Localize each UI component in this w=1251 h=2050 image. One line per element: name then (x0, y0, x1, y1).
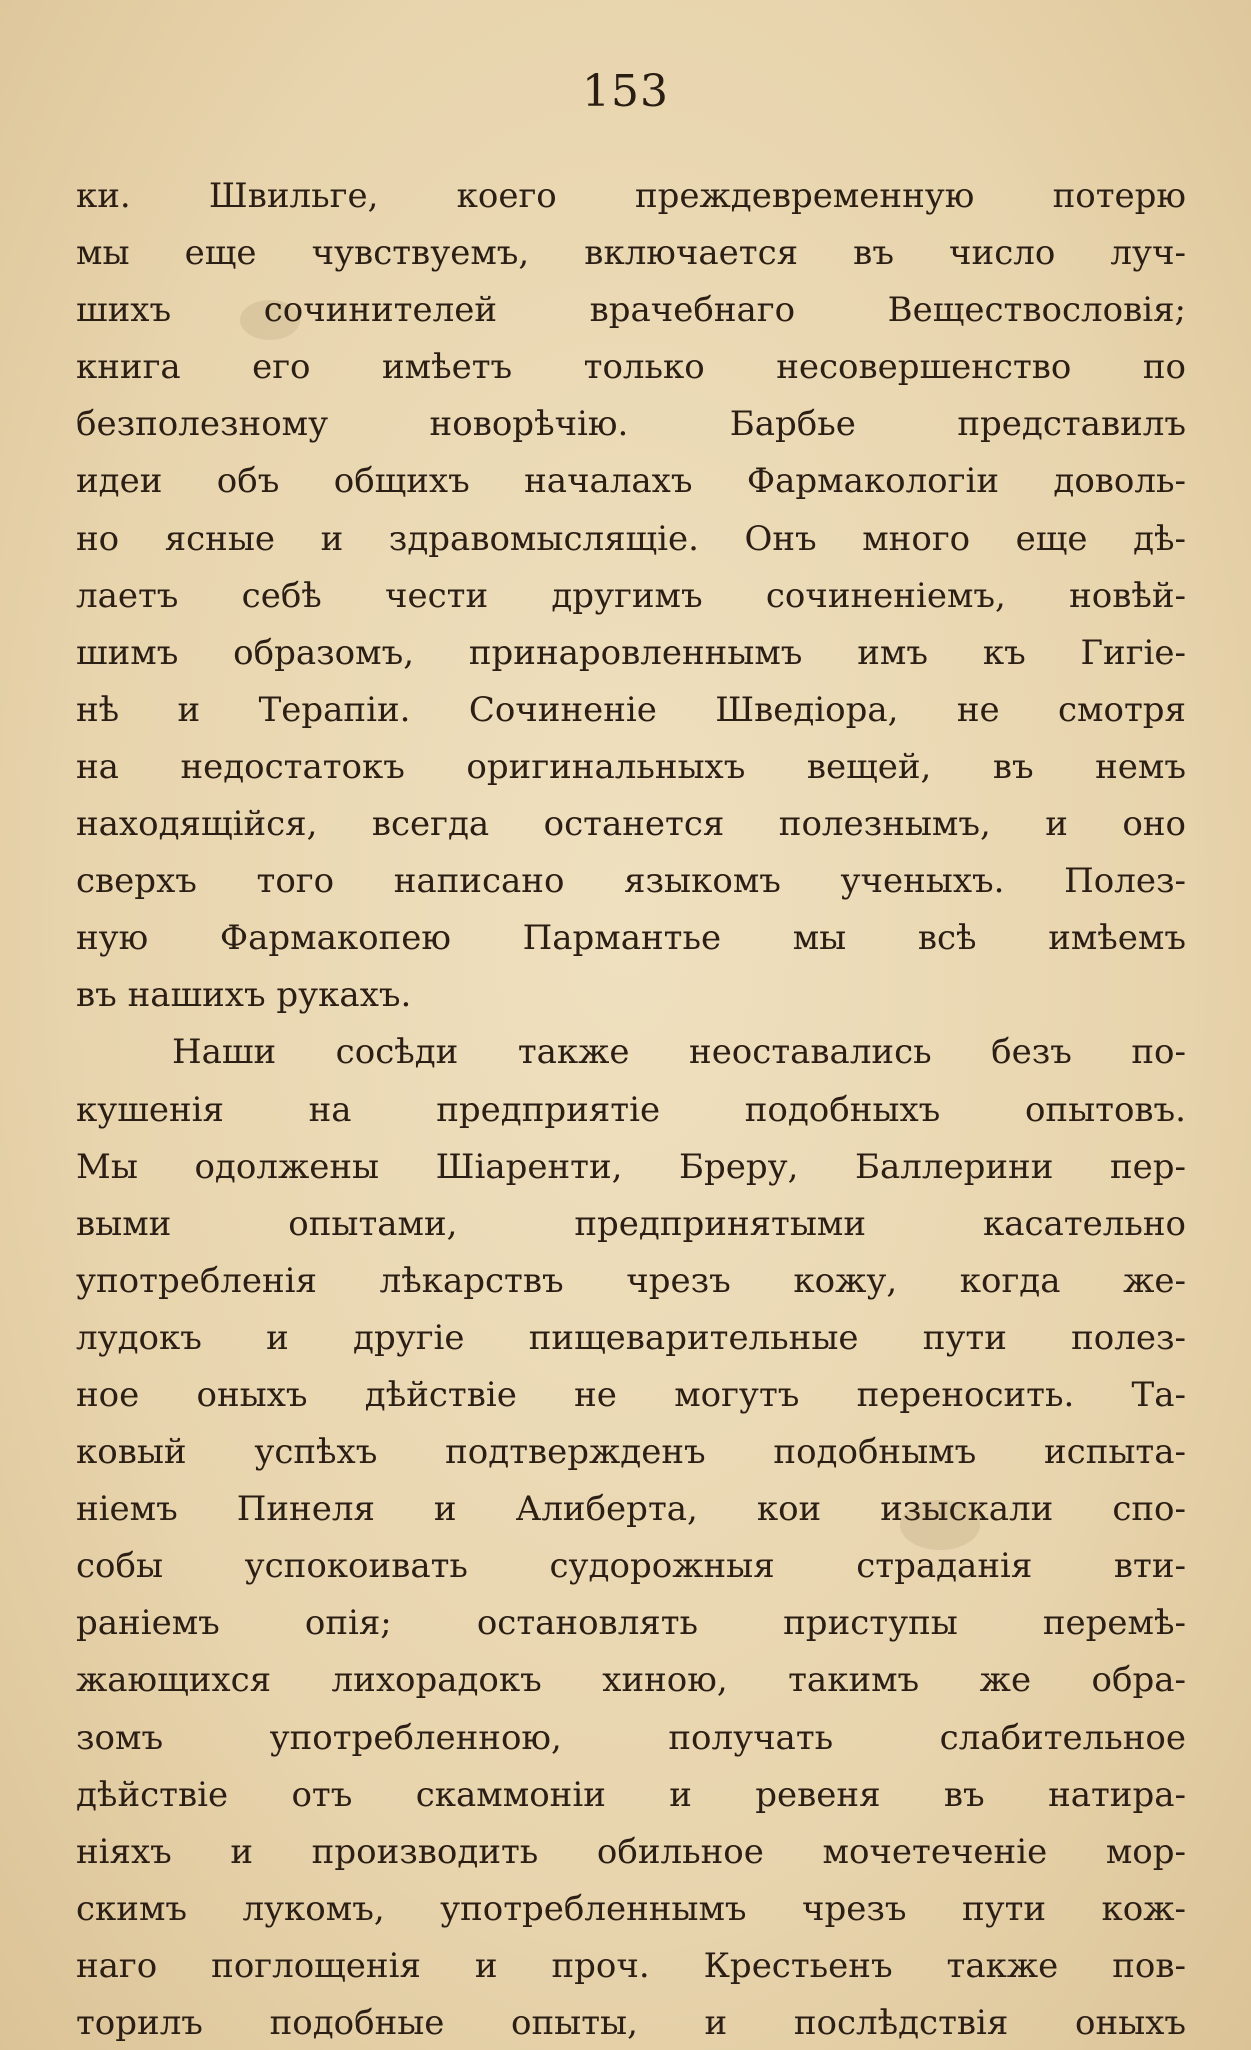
text-line: скимъ лукомъ, употребленнымъ чрезъ пути кож- (76, 1888, 1186, 1929)
text-line: шихъ сочинителей врачебнаго Веществословія; (76, 290, 1186, 331)
text-line: выми опытами, предпринятыми касательно (76, 1203, 1186, 1244)
text-line: мы еще чувствуемъ, включается въ число луч- (76, 233, 1186, 274)
page-number: 153 (582, 66, 669, 117)
text-line: Наши сосѣди также неоставались безъ по- (172, 1032, 1186, 1073)
text-line: идеи объ общихъ началахъ Фармакологіи доволь- (76, 461, 1186, 502)
text-line: зомъ употребленною, получать слабительное (76, 1717, 1186, 1758)
text-line: кушенія на предприятіе подобныхъ опытовъ. (76, 1089, 1186, 1130)
text-line: находящійся, всегда останется полезнымъ, и оно (76, 804, 1186, 845)
text-line: лаетъ себѣ чести другимъ сочиненіемъ, новѣй- (76, 575, 1186, 616)
text-line: на недостатокъ оригинальныхъ вещей, въ немъ (76, 746, 1186, 787)
text-line: ное оныхъ дѣйствіе не могутъ переносить. Та- (76, 1374, 1186, 1415)
text-line: собы успокоивать судорожныя страданія вти- (76, 1546, 1186, 1587)
text-line: ніяхъ и производить обильное мочетеченіе мор- (76, 1831, 1186, 1872)
text-line: въ нашихъ рукахъ. (76, 975, 412, 1016)
text-line: наго поглощенія и проч. Крестьенъ также пов- (76, 1945, 1186, 1986)
text-line: ки. Швильге, коего преждевременную потерю (76, 176, 1186, 216)
text-line: сверхъ того написано языкомъ ученыхъ. Полез- (76, 861, 1186, 902)
text-line: нѣ и Терапіи. Сочиненіе Шведіора, не смотря (76, 689, 1186, 730)
text-line: ную Фармакопею Пармантье мы всѣ имѣемъ (76, 918, 1186, 959)
page-body-text (76, 168, 1186, 2050)
text-line: дѣйствіе отъ скаммоніи и ревеня въ натира- (76, 1774, 1186, 1815)
text-line: книга его имѣетъ только несовершенство по (76, 347, 1186, 388)
text-line: ковый успѣхъ подтвержденъ подобнымъ испыта- (76, 1432, 1186, 1473)
text-line: торилъ подобные опыты, и послѣдствія оныхъ (76, 2003, 1186, 2043)
text-line: ніемъ Пинеля и Алиберта, кои изыскали спо- (76, 1489, 1186, 1530)
text-line: употребленія лѣкарствъ чрезъ кожу, когда же- (76, 1260, 1186, 1301)
text-line: безполезному новорѣчію. Барбье представилъ (76, 404, 1186, 445)
text-line: шимъ образомъ, принаровленнымъ имъ къ Гигіе- (76, 632, 1186, 673)
text-line: жающихся лихорадокъ хиною, такимъ же обра- (76, 1660, 1186, 1701)
text-line: раніемъ опія; остановлять приступы перемѣ- (76, 1603, 1186, 1644)
text-line: но ясные и здравомыслящіе. Онъ много еще дѣ- (76, 518, 1186, 559)
text-line: Мы одолжены Шіаренти, Бреру, Баллерини пер- (76, 1146, 1186, 1187)
text-line: лудокъ и другіе пищеварительные пути полез- (76, 1317, 1186, 1358)
